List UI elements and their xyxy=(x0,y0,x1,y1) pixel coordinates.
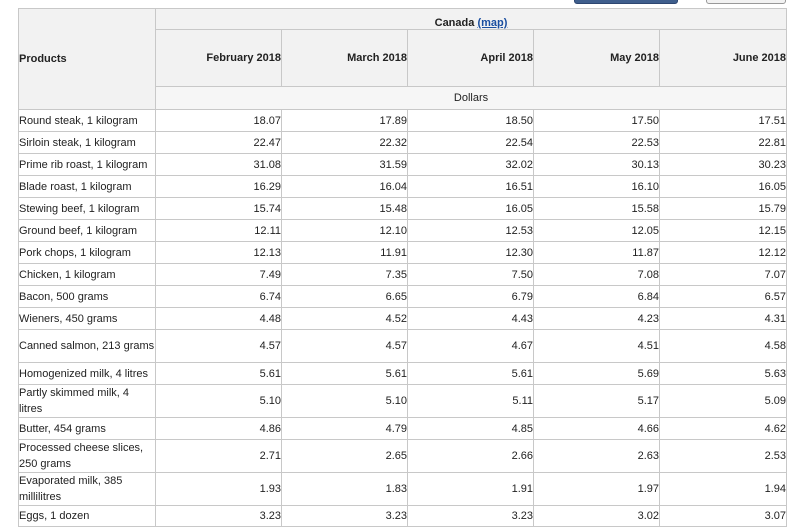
price-cell: 5.09 xyxy=(660,385,787,418)
price-cell: 12.10 xyxy=(282,220,408,242)
price-cell: 16.29 xyxy=(156,176,282,198)
price-cell: 3.23 xyxy=(282,506,408,527)
product-name: Pork chops, 1 kilogram xyxy=(19,242,156,264)
month-header: May 2018 xyxy=(534,30,660,87)
product-name: Butter, 454 grams xyxy=(19,418,156,440)
price-cell: 15.48 xyxy=(282,198,408,220)
country-header xyxy=(156,9,787,30)
price-cell: 5.69 xyxy=(534,363,660,385)
price-cell: 4.23 xyxy=(534,308,660,330)
price-cell: 22.81 xyxy=(660,132,787,154)
table-row xyxy=(19,198,787,220)
price-cell: 3.07 xyxy=(660,506,787,527)
price-cell: 5.10 xyxy=(282,385,408,418)
price-cell: 2.71 xyxy=(156,440,282,473)
price-cell: 16.05 xyxy=(660,176,787,198)
month-header: February 2018 xyxy=(156,30,282,87)
table-row xyxy=(19,286,787,308)
price-cell: 7.08 xyxy=(534,264,660,286)
price-cell: 17.50 xyxy=(534,110,660,132)
table-row xyxy=(19,506,787,527)
product-name: Bacon, 500 grams xyxy=(19,286,156,308)
table-row xyxy=(19,330,787,363)
price-cell: 7.50 xyxy=(408,264,534,286)
table-row xyxy=(19,176,787,198)
price-cell: 2.53 xyxy=(660,440,787,473)
table-row xyxy=(19,308,787,330)
product-name: Ground beef, 1 kilogram xyxy=(19,220,156,242)
price-cell: 5.11 xyxy=(408,385,534,418)
product-name: Round steak, 1 kilogram xyxy=(19,110,156,132)
price-cell: 4.79 xyxy=(282,418,408,440)
price-cell: 31.08 xyxy=(156,154,282,176)
product-name: Blade roast, 1 kilogram xyxy=(19,176,156,198)
price-cell: 6.57 xyxy=(660,286,787,308)
month-header: March 2018 xyxy=(282,30,408,87)
product-name: Stewing beef, 1 kilogram xyxy=(19,198,156,220)
table-row xyxy=(19,220,787,242)
price-cell: 22.47 xyxy=(156,132,282,154)
price-cell: 16.51 xyxy=(408,176,534,198)
price-cell: 4.86 xyxy=(156,418,282,440)
month-header: April 2018 xyxy=(408,30,534,87)
price-cell: 1.83 xyxy=(282,473,408,506)
product-name: Partly skimmed milk, 4 litres xyxy=(19,385,156,418)
price-cell: 4.62 xyxy=(660,418,787,440)
price-table xyxy=(18,8,787,527)
price-cell: 6.84 xyxy=(534,286,660,308)
price-cell: 4.57 xyxy=(282,330,408,363)
price-cell: 5.61 xyxy=(156,363,282,385)
price-cell: 15.74 xyxy=(156,198,282,220)
price-cell: 15.58 xyxy=(534,198,660,220)
country-name: Canada xyxy=(434,17,475,29)
price-cell: 4.85 xyxy=(408,418,534,440)
price-cell: 32.02 xyxy=(408,154,534,176)
price-cell: 2.63 xyxy=(534,440,660,473)
price-cell: 16.04 xyxy=(282,176,408,198)
price-cell: 4.51 xyxy=(534,330,660,363)
table-body xyxy=(19,110,787,527)
table-row xyxy=(19,242,787,264)
table-row xyxy=(19,154,787,176)
price-cell: 12.53 xyxy=(408,220,534,242)
price-cell: 4.43 xyxy=(408,308,534,330)
price-cell: 12.13 xyxy=(156,242,282,264)
price-cell: 16.10 xyxy=(534,176,660,198)
price-cell: 7.49 xyxy=(156,264,282,286)
price-cell: 11.87 xyxy=(534,242,660,264)
price-cell: 2.66 xyxy=(408,440,534,473)
product-name: Chicken, 1 kilogram xyxy=(19,264,156,286)
price-cell: 7.35 xyxy=(282,264,408,286)
top-secondary-button[interactable] xyxy=(706,0,786,4)
price-cell: 17.51 xyxy=(660,110,787,132)
price-cell: 12.11 xyxy=(156,220,282,242)
product-name: Homogenized milk, 4 litres xyxy=(19,363,156,385)
price-cell: 5.10 xyxy=(156,385,282,418)
price-cell: 4.48 xyxy=(156,308,282,330)
price-cell: 3.02 xyxy=(534,506,660,527)
product-name: Wieners, 450 grams xyxy=(19,308,156,330)
price-cell: 4.58 xyxy=(660,330,787,363)
products-header: Products xyxy=(19,9,156,110)
price-cell: 1.97 xyxy=(534,473,660,506)
price-cell: 31.59 xyxy=(282,154,408,176)
map-link[interactable]: (map) xyxy=(477,17,508,29)
price-cell: 5.63 xyxy=(660,363,787,385)
table-row xyxy=(19,385,787,418)
product-name: Evaporated milk, 385 millilitres xyxy=(19,473,156,506)
price-cell: 18.07 xyxy=(156,110,282,132)
price-cell: 22.53 xyxy=(534,132,660,154)
product-name: Eggs, 1 dozen xyxy=(19,506,156,527)
price-cell: 22.32 xyxy=(282,132,408,154)
price-cell: 1.91 xyxy=(408,473,534,506)
price-cell: 5.61 xyxy=(282,363,408,385)
price-cell: 30.23 xyxy=(660,154,787,176)
price-cell: 30.13 xyxy=(534,154,660,176)
price-cell: 12.05 xyxy=(534,220,660,242)
table-row xyxy=(19,418,787,440)
table-row xyxy=(19,264,787,286)
table-row xyxy=(19,110,787,132)
price-cell: 4.57 xyxy=(156,330,282,363)
top-primary-button[interactable] xyxy=(574,0,678,4)
price-cell: 1.94 xyxy=(660,473,787,506)
price-cell: 12.30 xyxy=(408,242,534,264)
price-cell: 6.79 xyxy=(408,286,534,308)
table-row xyxy=(19,132,787,154)
table-row xyxy=(19,473,787,506)
price-cell: 3.23 xyxy=(408,506,534,527)
price-cell: 4.52 xyxy=(282,308,408,330)
unit-label: Dollars xyxy=(156,87,787,110)
product-name: Canned salmon, 213 grams xyxy=(19,330,156,363)
product-name: Processed cheese slices, 250 grams xyxy=(19,440,156,473)
price-cell: 1.93 xyxy=(156,473,282,506)
price-cell: 6.65 xyxy=(282,286,408,308)
price-cell: 18.50 xyxy=(408,110,534,132)
price-cell: 22.54 xyxy=(408,132,534,154)
price-cell: 5.17 xyxy=(534,385,660,418)
price-cell: 3.23 xyxy=(156,506,282,527)
table-row xyxy=(19,363,787,385)
price-cell: 4.31 xyxy=(660,308,787,330)
price-cell: 11.91 xyxy=(282,242,408,264)
price-cell: 12.15 xyxy=(660,220,787,242)
product-name: Prime rib roast, 1 kilogram xyxy=(19,154,156,176)
price-cell: 7.07 xyxy=(660,264,787,286)
table-row xyxy=(19,440,787,473)
product-name: Sirloin steak, 1 kilogram xyxy=(19,132,156,154)
price-cell: 4.66 xyxy=(534,418,660,440)
price-cell: 2.65 xyxy=(282,440,408,473)
price-cell: 15.79 xyxy=(660,198,787,220)
price-cell: 16.05 xyxy=(408,198,534,220)
price-cell: 5.61 xyxy=(408,363,534,385)
price-cell: 4.67 xyxy=(408,330,534,363)
price-cell: 17.89 xyxy=(282,110,408,132)
price-cell: 12.12 xyxy=(660,242,787,264)
month-header: June 2018 xyxy=(660,30,787,87)
price-cell: 6.74 xyxy=(156,286,282,308)
